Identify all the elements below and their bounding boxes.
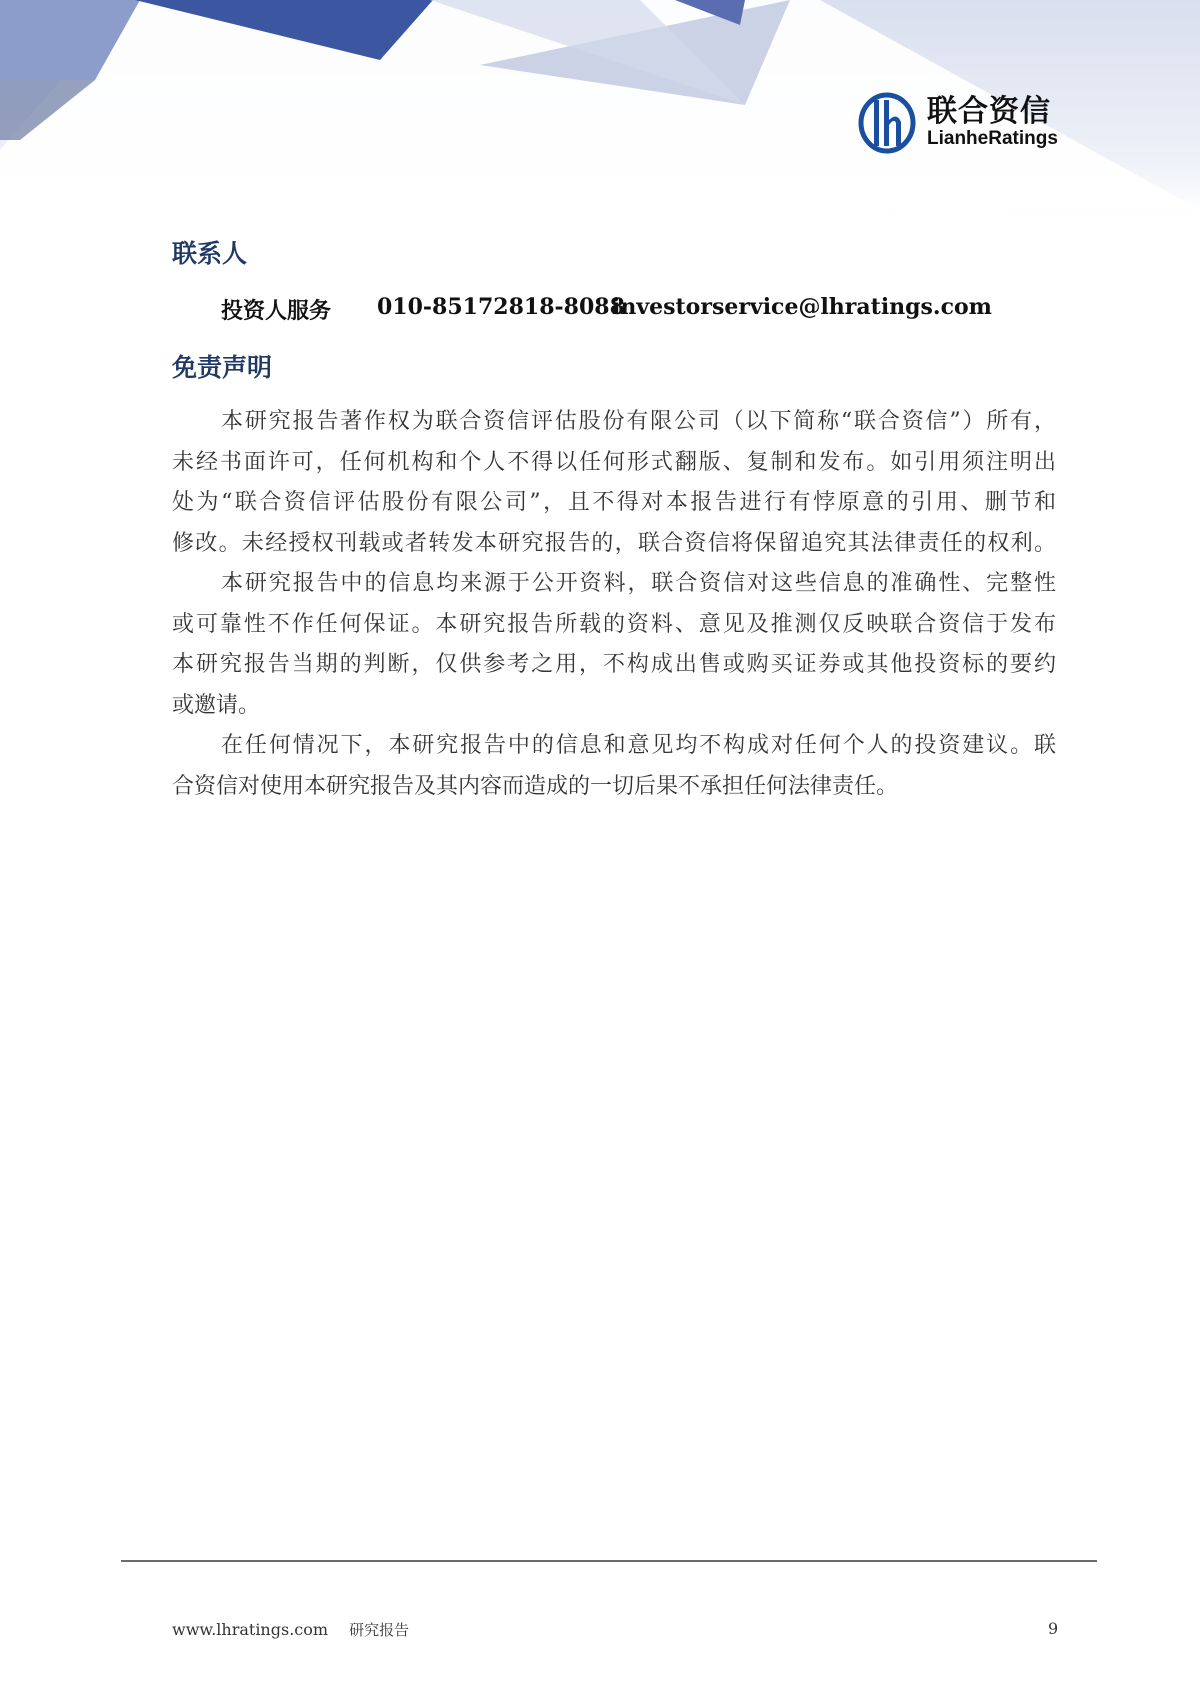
contact-row (221, 294, 992, 325)
disclaimer-paragraph-2 (172, 564, 1056, 726)
text-line: 本研究报告当期的判断，仅供参考之用，不构成出售或购买证券或其他投资标的要约 (172, 652, 1056, 677)
lianhe-ratings-logo (857, 92, 1058, 154)
contact-heading: 联系人 (172, 239, 248, 268)
footer-doc-type: 研究报告 (349, 1621, 410, 1639)
footer-divider (121, 1560, 1097, 1562)
text-line: 未经书面许可，任何机构和个人不得以任何形式翻版、复制和发布。如引用须注明出 (172, 449, 1056, 475)
logo-en-text: LianheRatings (927, 128, 1058, 149)
text-line: 合资信对使用本研究报告及其内容而造成的一切后果不承担任何法律责任。 (172, 773, 899, 799)
disclaimer-heading: 免责声明 (172, 353, 273, 382)
text-line: 本研究报告中的信息均来源于公开资料，联合资信对这些信息的准确性、完整性 (221, 571, 1056, 596)
footer-website[interactable]: www.lhratings.com (172, 1620, 329, 1639)
disclaimer-paragraph-3 (172, 726, 1056, 807)
footer-left (172, 1619, 409, 1640)
lh-circle-logo-icon (857, 92, 917, 154)
disclaimer-paragraph-1 (172, 402, 1056, 564)
contact-email[interactable]: investorservice@lhratings.com (612, 294, 992, 320)
text-line: 在任何情况下，本研究报告中的信息和意见均不构成对任何个人的投资建议。联 (221, 733, 1056, 758)
text-line: 修改。未经授权刊载或者转发本研究报告的，联合资信将保留追究其法律责任的权利。 (172, 530, 1056, 556)
text-line: 本研究报告著作权为联合资信评估股份有限公司（以下简称“联合资信”）所有， (221, 409, 1056, 434)
text-line: 或邀请。 (172, 692, 261, 718)
logo-cn-text: 联合资信 (927, 94, 1051, 129)
contact-phone: 010-85172818-8088 (377, 294, 625, 320)
text-line: 或可靠性不作任何保证。本研究报告所载的资料、意见及推测仅反映联合资信于发布 (172, 611, 1056, 637)
text-line: 处为“联合资信评估股份有限公司”，且不得对本报告进行有悖原意的引用、删节和 (172, 490, 1056, 515)
page-number: 9 (1048, 1619, 1059, 1638)
contact-label: 投资人服务 (221, 299, 332, 324)
